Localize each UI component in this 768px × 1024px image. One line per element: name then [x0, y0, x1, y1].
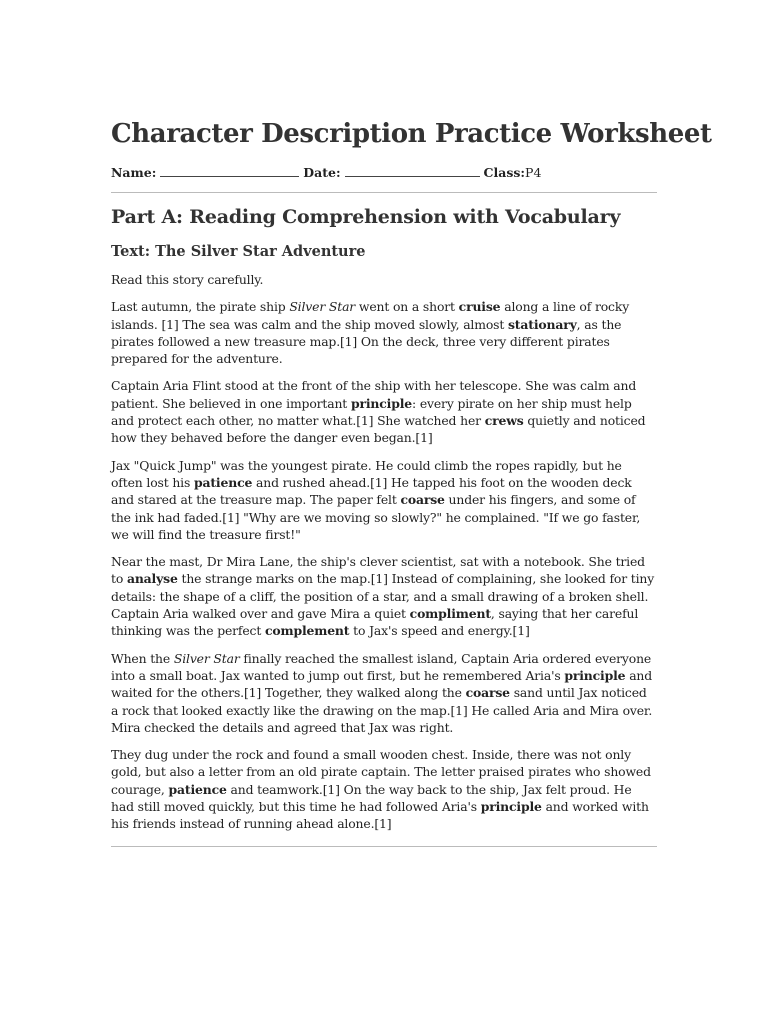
spacer — [111, 640, 657, 650]
ship-name: Silver Star — [289, 299, 356, 315]
paragraph-text: , as the pirates followed a new treasure map.[1] On the deck, three very different pirates prepared for the adventure. — [111, 316, 622, 367]
paragraph-text: under his fingers, and some of the ink had faded.[1] "Why are we moving so slowly?" he complained. "If we go faster, we will find the treasure first!" — [111, 492, 641, 542]
paragraph-text: and rushed ahead.[1] He tapped his foot on the wooden deck and stared at the treasure map. The paper felt — [111, 474, 632, 508]
vocab-word: patience — [168, 781, 227, 797]
story-paragraph — [111, 457, 657, 543]
vocab-word: principle — [480, 799, 542, 815]
paragraph-text: Captain Aria Flint stood at the front of the ship with her telescope. She was calm and patient. She believed in one important — [111, 378, 637, 411]
paragraph-text: and teamwork.[1] On the way back to the ship, Jax felt proud. He had still moved quickly, but this time he had followed Aria's — [111, 781, 632, 815]
spacer — [111, 447, 657, 457]
paragraph-text: When the — [111, 650, 174, 666]
vocab-word: stationary — [507, 316, 577, 332]
paragraph-text: went on a short — [355, 299, 459, 315]
worksheet-title: Character Description Practice Worksheet — [111, 119, 712, 149]
date-label: Date: — [303, 165, 341, 180]
paragraph-text: along a line of rocky islands. [1] The sea was calm and the ship moved slowly, almost — [111, 299, 630, 332]
spacer — [111, 543, 657, 553]
ship-name: Silver Star — [173, 650, 240, 666]
header-fields — [111, 162, 657, 184]
paragraph-text: to Jax's speed and energy.[1] — [349, 623, 530, 639]
story-text — [111, 298, 657, 832]
story-paragraph — [111, 298, 657, 367]
paragraph-text: and waited for the others.[1] Together, they walked along the — [111, 667, 653, 701]
spacer — [111, 736, 657, 746]
paragraph-text: They dug under the rock and found a small wooden chest. Inside, there was not only gold, but also a letter from an old pirate captain. The letter praised pirates who showed courage, — [111, 747, 651, 797]
worksheet-content — [111, 114, 712, 847]
vocab-word: coarse — [465, 685, 510, 701]
vocab-word: crews — [484, 413, 524, 429]
vocab-word: patience — [193, 474, 253, 490]
paragraph-text: Near the mast, Dr Mira Lane, the ship's clever scientist, sat with a notebook. She tried to — [111, 554, 645, 587]
vocab-word: coarse — [400, 492, 445, 508]
divider-bottom — [111, 846, 657, 847]
story-paragraph — [111, 746, 657, 832]
class-label: Class: — [483, 165, 526, 180]
vocab-word: cruise — [458, 299, 501, 315]
paragraph-text: sand until Jax noticed a rock that looked exactly like the drawing on the map.[1] He called Aria and Mira over. Mira checked the details and agreed that Jax was right. — [111, 685, 653, 735]
name-label: Name: — [111, 165, 157, 180]
paragraph-text: the strange marks on the map.[1] Instead of complaining, she looked for tiny details: the shape of a cliff, the position of a star, and a small drawing of a broken shell. Captain Aria walked over and gave Mira a quiet — [111, 571, 655, 622]
date-blank[interactable] — [345, 165, 480, 177]
vocab-word: principle — [564, 667, 626, 683]
paragraph-text: , saying that her careful thinking was the perfect — [111, 606, 639, 639]
paragraph-text: and worked with his friends instead of running ahead alone.[1] — [111, 799, 649, 832]
paragraph-text: : every pirate on her ship must help and protect each other, no matter what.[1] She watched her — [111, 395, 632, 429]
text-title: Text: The Silver Star Adventure — [111, 243, 366, 260]
part-a-title: Part A: Reading Comprehension with Vocabulary — [111, 206, 621, 228]
intro-text: Read this story carefully. — [111, 272, 264, 287]
vocab-word: complement — [264, 623, 350, 639]
name-blank[interactable] — [160, 165, 299, 177]
divider-top — [111, 192, 657, 193]
spacer — [111, 288, 657, 298]
class-value: P4 — [525, 165, 542, 180]
vocab-word: principle — [350, 395, 413, 411]
story-paragraph — [111, 553, 657, 639]
paragraph-text: quietly and noticed how they behaved before the danger even began.[1] — [111, 413, 646, 446]
vocab-word: compliment — [409, 606, 491, 622]
paragraph-text: Last autumn, the pirate ship — [111, 299, 290, 315]
vocab-word: analyse — [126, 571, 178, 587]
story-paragraph — [111, 650, 657, 736]
paragraph-text: Jax "Quick Jump" was the youngest pirate. He could climb the ropes rapidly, but he often lost his — [111, 457, 622, 490]
story-paragraph — [111, 377, 657, 446]
paragraph-text: finally reached the smallest island, Captain Aria ordered everyone into a small boat. Jax wanted to jump out first, but he remembered Aria's — [111, 650, 652, 683]
spacer — [111, 367, 657, 377]
